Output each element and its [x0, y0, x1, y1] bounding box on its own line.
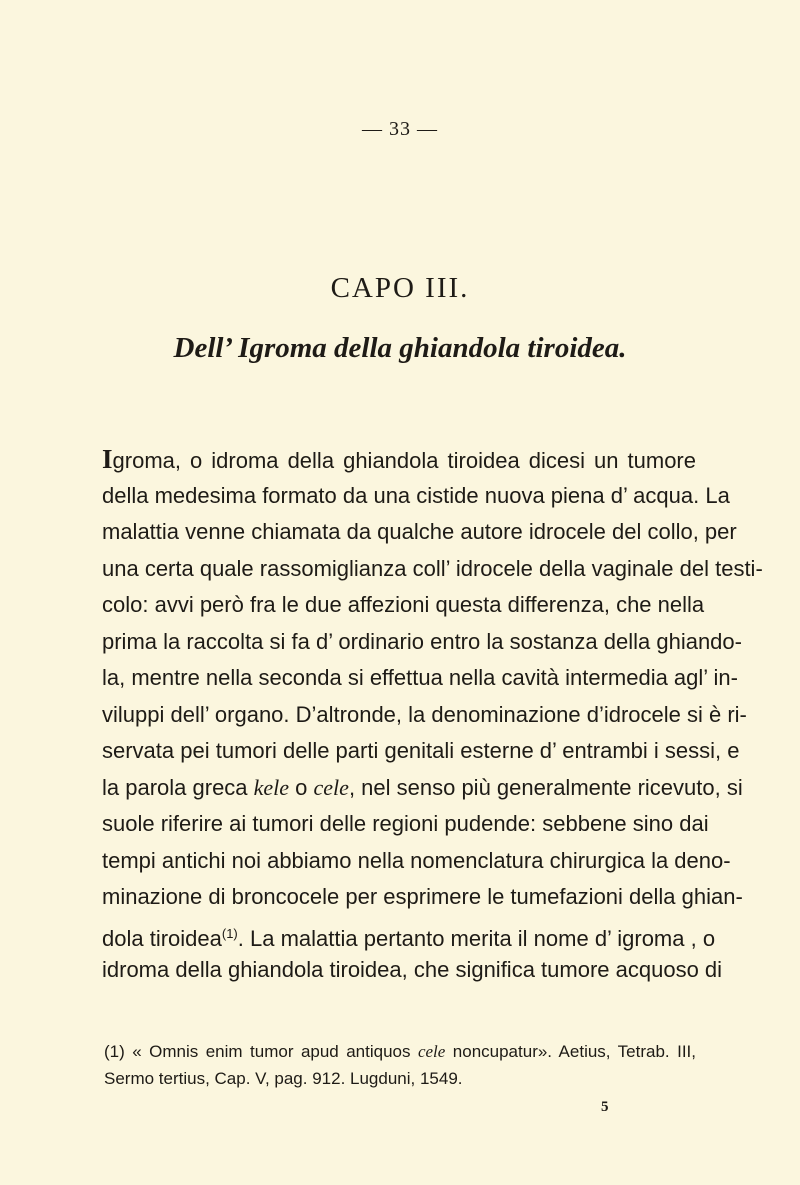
text-line: viluppi dell’ organo. D’altronde, la denominazione d’idrocele si è ri- [102, 701, 747, 727]
footnote [104, 1038, 696, 1092]
footnote-text: « Omnis enim tumor apud antiquos [124, 1042, 418, 1061]
line-text: . La malattia pertanto merita il nome d’ igroma , o [237, 925, 716, 951]
line-text: dola tiroidea [102, 925, 222, 951]
text-line: suole riferire ai tumori delle regioni pudende: sebbene sino dai [102, 811, 709, 836]
footnote-marker: (1) [104, 1042, 125, 1061]
signature-mark: 5 [601, 1099, 609, 1115]
footnote-reference: (1) [221, 925, 238, 941]
text-line: prima la raccolta si fa d’ ordinario entro la sostanza della ghiando- [102, 628, 742, 654]
footnote-italic-word: cele [417, 1042, 446, 1061]
text-line: servata pei tumori delle parti genitali esterne d’ entrambi i sessi, e [102, 738, 740, 763]
drop-cap: I [102, 444, 113, 474]
text-line: colo: avvi però fra le due affezioni questa differenza, che nella [102, 592, 705, 617]
greek-word-cele: cele [313, 774, 349, 800]
footnote-line [104, 1038, 696, 1065]
text-line [102, 916, 716, 953]
chapter-title: Dell’ Igroma della ghiandola tiroidea. [173, 332, 627, 364]
body-paragraph [102, 441, 763, 989]
text-line [102, 441, 696, 478]
text-line: tempi antichi noi abbiamo nella nomenclatura chirurgica la deno- [102, 847, 731, 873]
footnote-text: noncupatur». Aetius, Tetrab. III, [445, 1042, 696, 1061]
greek-word-kele: kele [253, 774, 290, 800]
footnote-line: Sermo tertius, Cap. V, pag. 912. Lugduni, 1549. [104, 1069, 463, 1088]
text-line: minazione di broncocele per esprimere le tumefazioni della ghian- [102, 884, 743, 909]
text-line [102, 770, 743, 807]
line-text: groma, o idroma della ghiandola tiroidea dicesi un tumore [112, 448, 696, 473]
text-line: idroma della ghiandola tiroidea, che significa tumore acquoso di [102, 957, 723, 982]
text-line: una certa quale rassomiglianza coll’ idrocele della vaginale del testi- [102, 555, 763, 581]
line-text: o [289, 774, 314, 800]
text-line: della medesima formato da una cistide nuova piena d’ acqua. La [102, 482, 730, 508]
text-line: malattia venne chiamata da qualche autore idrocele del collo, per [102, 519, 737, 544]
text-line: la, mentre nella seconda si effettua nella cavità intermedia agl’ in- [102, 665, 738, 690]
chapter-heading: CAPO III. [330, 272, 470, 304]
page-number: — 33 — [362, 118, 438, 140]
line-text: , nel senso più generalmente ricevuto, si [348, 774, 743, 800]
line-text: la parola greca [102, 774, 254, 800]
